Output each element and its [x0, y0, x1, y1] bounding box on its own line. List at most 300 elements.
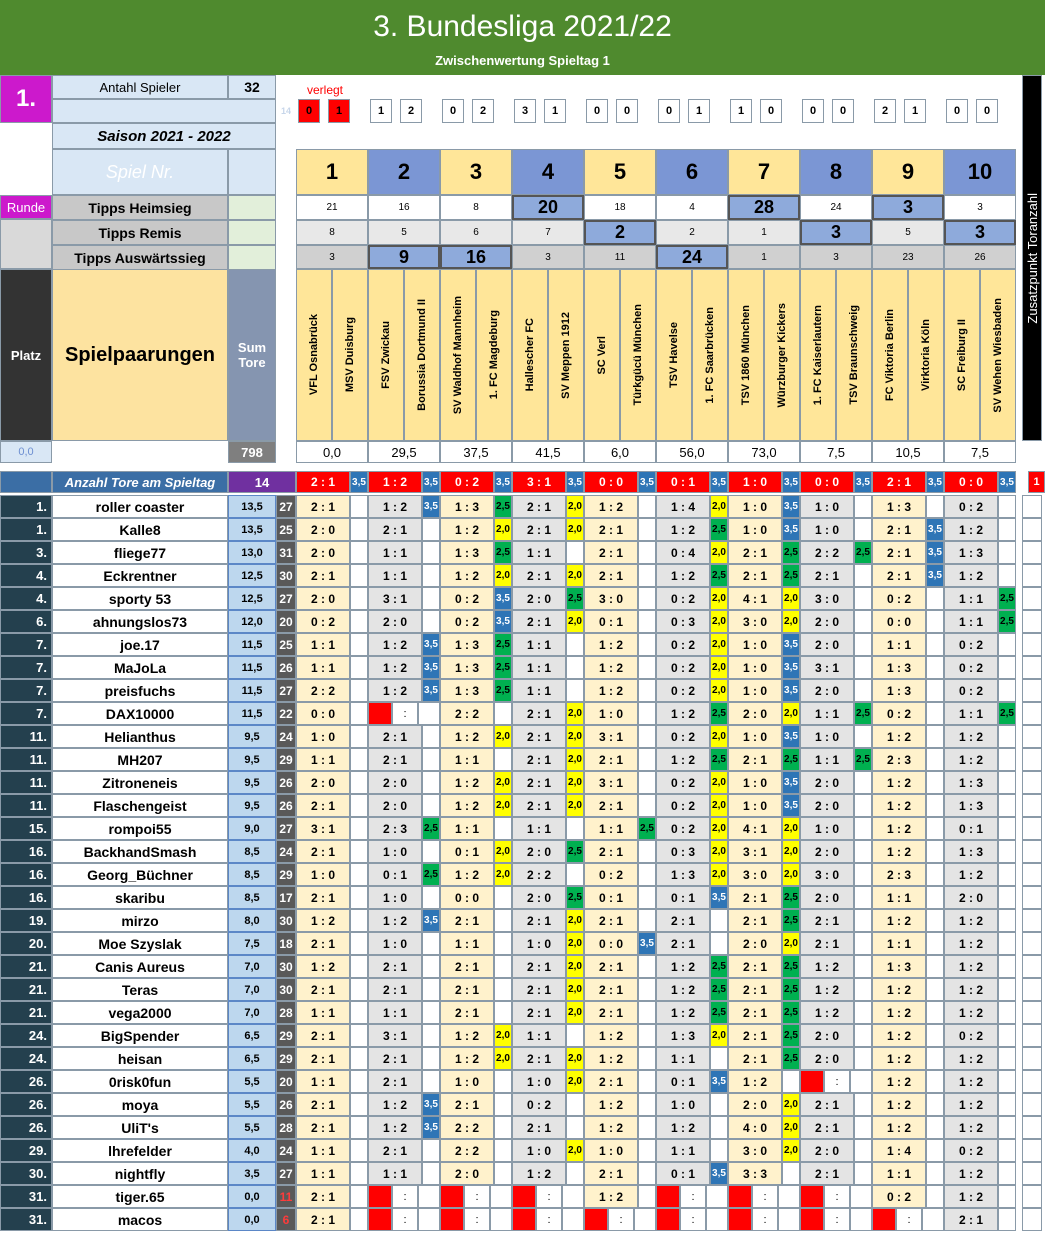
tipp-points: 2,5: [710, 955, 728, 978]
tipp-points: [854, 679, 872, 702]
tipp-points: 2,5: [782, 541, 800, 564]
tipp-score: 0 : 2: [656, 771, 710, 794]
tipp-points: [422, 886, 440, 909]
tipp-score: 0 : 2: [656, 679, 710, 702]
game-score-away: 1: [544, 99, 566, 123]
tipp-points: 2,5: [422, 863, 440, 886]
tipp-score: 2 : 1: [440, 1001, 494, 1024]
player-points: 13,0: [228, 541, 276, 564]
player-name: ahnungslos73: [52, 610, 228, 633]
tipp-score: 1 : 1: [800, 748, 854, 771]
tipp-score: 0 : 2: [656, 725, 710, 748]
player-points: 12,5: [228, 587, 276, 610]
tipp-points: [998, 633, 1016, 656]
game-number: 9: [872, 149, 944, 195]
tipp-empty: [418, 702, 440, 725]
tipp-score: 1 : 2: [440, 863, 494, 886]
home-team: [296, 269, 332, 441]
tipp-points: [638, 725, 656, 748]
tipp-score: 1 : 2: [944, 1162, 998, 1185]
blank-cell: [228, 245, 276, 270]
player-sum: 29: [276, 748, 296, 771]
tipp-score: 2 : 0: [728, 702, 782, 725]
player-points: 8,5: [228, 886, 276, 909]
tipp-points: 2,5: [494, 679, 512, 702]
away-team-text: Türkgücü München: [632, 304, 644, 406]
tipp-score: 3 : 0: [800, 863, 854, 886]
tipp-score: 1 : 2: [584, 1093, 638, 1116]
tipp-score: 1 : 2: [440, 794, 494, 817]
tipp-points: [998, 771, 1016, 794]
tipp-points: [854, 840, 872, 863]
tipp-points: [566, 656, 584, 679]
tipp-points: [854, 771, 872, 794]
player-points: 9,5: [228, 771, 276, 794]
tipp-score: 1 : 3: [944, 771, 998, 794]
tipp-score: 1 : 2: [800, 978, 854, 1001]
player-rank: 6.: [0, 610, 52, 633]
tipp-score: 2 : 1: [512, 748, 566, 771]
tipp-score: 0 : 2: [656, 633, 710, 656]
home-team-text: SC Verl: [596, 335, 608, 375]
player-points: 5,5: [228, 1116, 276, 1139]
tipp-points: [782, 1070, 800, 1093]
zusatz-cell: [1022, 1001, 1042, 1024]
tipp-empty: [512, 1185, 536, 1208]
tipps-heim: 20: [512, 195, 584, 220]
tipp-points: 3,5: [782, 679, 800, 702]
tipp-score: 2 : 0: [440, 1162, 494, 1185]
tipp-points: [566, 541, 584, 564]
tipp-score: 1 : 1: [512, 679, 566, 702]
game-number: 2: [368, 149, 440, 195]
tipp-score: 3 : 3: [728, 1162, 782, 1185]
tipp-points: 3,5: [422, 495, 440, 518]
tipp-empty: [490, 1208, 512, 1231]
zusatz-cell: [1022, 794, 1042, 817]
tipp-points: 2,0: [494, 518, 512, 541]
tipp-points: [638, 955, 656, 978]
anzahl-tore-label: Anzahl Tore am Spieltag: [52, 471, 228, 493]
player-points: 11,5: [228, 679, 276, 702]
tipps-heim: 21: [296, 195, 368, 220]
tipp-score: 0 : 1: [656, 1070, 710, 1093]
tipps-remis: 1: [728, 220, 800, 245]
tipp-points: [350, 932, 368, 955]
tipp-score: 1 : 3: [440, 495, 494, 518]
tipp-score: 1 : 2: [872, 909, 926, 932]
tipp-score: 1 : 1: [512, 633, 566, 656]
tipp-score: 2 : 1: [512, 610, 566, 633]
tipp-score: 2 : 1: [584, 541, 638, 564]
tipp-points: [566, 679, 584, 702]
tipp-score: 1 : 3: [440, 541, 494, 564]
tipp-points: [854, 955, 872, 978]
player-points: 4,0: [228, 1139, 276, 1162]
tipp-points: [854, 909, 872, 932]
home-team: [584, 269, 620, 441]
player-sum: 29: [276, 1047, 296, 1070]
tipp-points: [926, 1070, 944, 1093]
tipp-points: [998, 817, 1016, 840]
tipp-points: [710, 909, 728, 932]
tipp-score: 1 : 3: [872, 955, 926, 978]
tipp-points: [926, 725, 944, 748]
tipp-points: 3,5: [494, 610, 512, 633]
tipp-score: 2 : 1: [584, 978, 638, 1001]
tipp-colon: :: [536, 1185, 562, 1208]
player-sum: 27: [276, 817, 296, 840]
tipp-score: 1 : 1: [944, 610, 998, 633]
player-points: 11,5: [228, 633, 276, 656]
tipp-points: 3,5: [710, 886, 728, 909]
tipp-points: 2,5: [782, 564, 800, 587]
tipp-score: 4 : 0: [728, 1116, 782, 1139]
tipp-points: [638, 1001, 656, 1024]
tipp-score: 2 : 1: [872, 518, 926, 541]
player-rank: 11.: [0, 748, 52, 771]
home-team: [728, 269, 764, 441]
tipp-score: 1 : 0: [728, 725, 782, 748]
tipp-score: 2 : 1: [440, 955, 494, 978]
player-sum: 27: [276, 587, 296, 610]
page-subtitle: Zwischenwertung Spieltag 1: [435, 53, 610, 68]
tipp-score: 2 : 1: [656, 909, 710, 932]
player-points: 3,5: [228, 1162, 276, 1185]
tipp-points: [494, 955, 512, 978]
tipp-points: [422, 1024, 440, 1047]
tipp-score: 1 : 0: [800, 725, 854, 748]
tipp-points: [998, 909, 1016, 932]
zusatz-cell: [1022, 610, 1042, 633]
blank-cell: [228, 220, 276, 245]
tipp-empty: [634, 1208, 656, 1231]
player-rank: 21.: [0, 955, 52, 978]
tipp-points: [998, 518, 1016, 541]
tipp-score: 1 : 2: [800, 955, 854, 978]
tipp-score: 1 : 2: [368, 656, 422, 679]
zusatz-cell: [1022, 1139, 1042, 1162]
tipps-heim: 4: [656, 195, 728, 220]
away-team: [404, 269, 440, 441]
tipp-score: 2 : 1: [800, 564, 854, 587]
tipp-score: 2 : 1: [728, 748, 782, 771]
game-score-away: 1: [328, 99, 350, 123]
tipp-points: [350, 564, 368, 587]
tipp-score: 1 : 3: [944, 840, 998, 863]
tipp-points: 2,0: [710, 610, 728, 633]
tipp-points: [638, 587, 656, 610]
tipp-score: 0 : 0: [584, 932, 638, 955]
tipp-points: [422, 978, 440, 1001]
player-rank: 15.: [0, 817, 52, 840]
tipp-points: 2,0: [710, 656, 728, 679]
home-team: [440, 269, 476, 441]
player-name: vega2000: [52, 1001, 228, 1024]
tipp-points: [854, 1162, 872, 1185]
player-name: lhrefelder: [52, 1139, 228, 1162]
tipp-score: 1 : 2: [944, 978, 998, 1001]
tipp-points: [494, 1093, 512, 1116]
tipp-points: 2,5: [494, 633, 512, 656]
away-team: [620, 269, 656, 441]
tipp-points: [926, 1093, 944, 1116]
home-team-text: FSV Zwickau: [380, 321, 392, 389]
tipp-score: 1 : 1: [872, 932, 926, 955]
tipps-ausw: 3: [512, 245, 584, 269]
tipp-score: 1 : 1: [656, 1139, 710, 1162]
tipp-points: 3,5: [926, 564, 944, 587]
tipp-score: 2 : 1: [800, 1093, 854, 1116]
player-sum: 27: [276, 1162, 296, 1185]
player-name: MaJoLa: [52, 656, 228, 679]
tipp-score: 2 : 0: [800, 633, 854, 656]
tipp-points: [422, 1139, 440, 1162]
tipp-points: [422, 564, 440, 587]
tipp-points: [854, 978, 872, 1001]
tipp-score: 2 : 1: [584, 1001, 638, 1024]
tipp-points: [638, 1139, 656, 1162]
tipp-points: [494, 748, 512, 771]
tipp-points: [854, 610, 872, 633]
tipp-score: 0 : 4: [656, 541, 710, 564]
tipp-score: 2 : 2: [440, 1139, 494, 1162]
tipp-points: [494, 978, 512, 1001]
tipp-score: 1 : 2: [944, 1070, 998, 1093]
tipp-score: 2 : 0: [512, 886, 566, 909]
away-team-text: MSV Duisburg: [344, 317, 356, 393]
tipp-points: [350, 679, 368, 702]
tipp-points: [350, 1047, 368, 1070]
tipp-empty: [778, 1185, 800, 1208]
game-number: 6: [656, 149, 728, 195]
away-team-text: SV Meppen 1912: [560, 311, 572, 399]
player-rank: 21.: [0, 978, 52, 1001]
tipp-score: 1 : 2: [872, 1047, 926, 1070]
zusatz-cell: [1022, 1185, 1042, 1208]
tipp-score: 1 : 2: [296, 955, 350, 978]
player-name: Moe Szyslak: [52, 932, 228, 955]
tipp-score: 2 : 1: [728, 886, 782, 909]
tipp-points: [350, 909, 368, 932]
tipp-points: 3,5: [782, 725, 800, 748]
tipp-score: 2 : 0: [512, 587, 566, 610]
tipps-ausw: 3: [800, 245, 872, 269]
tipp-score: 2 : 1: [512, 1001, 566, 1024]
tipp-points: [926, 932, 944, 955]
tipp-points: [494, 1070, 512, 1093]
tipp-points: 2,0: [494, 564, 512, 587]
tipp-score: 2 : 0: [800, 1047, 854, 1070]
tipp-points: [350, 1070, 368, 1093]
tipp-score: 1 : 4: [656, 495, 710, 518]
tipps-ausw: 9: [368, 245, 440, 269]
tipp-colon: :: [464, 1185, 490, 1208]
tipp-score: 3 : 1: [368, 587, 422, 610]
tipp-points: 2,5: [998, 702, 1016, 725]
tipp-score: 1 : 2: [944, 725, 998, 748]
tipp-score: 1 : 1: [872, 886, 926, 909]
tipp-empty: [562, 1185, 584, 1208]
home-team: [512, 269, 548, 441]
result-extra: 3,5: [350, 471, 368, 493]
tipp-points: [638, 518, 656, 541]
tipp-score: 1 : 2: [728, 1070, 782, 1093]
tipp-score: 1 : 2: [512, 1162, 566, 1185]
tipp-score: 2 : 0: [800, 1024, 854, 1047]
tipp-score: 1 : 2: [584, 1024, 638, 1047]
player-points: 11,5: [228, 656, 276, 679]
player-name: Helianthus: [52, 725, 228, 748]
tipp-points: 3,5: [422, 656, 440, 679]
game-number: 1: [296, 149, 368, 195]
tipp-points: [998, 932, 1016, 955]
tipp-points: [494, 1001, 512, 1024]
tipp-points: 2,0: [782, 932, 800, 955]
game-result: 0 : 2: [440, 471, 494, 493]
tipp-score: 4 : 1: [728, 817, 782, 840]
player-points: 0,0: [228, 1208, 276, 1231]
tipp-points: [422, 748, 440, 771]
player-points: 9,5: [228, 725, 276, 748]
player-sum: 24: [276, 840, 296, 863]
tipp-score: 1 : 1: [512, 1024, 566, 1047]
tipp-points: [998, 679, 1016, 702]
tipp-points: [350, 794, 368, 817]
home-team: [800, 269, 836, 441]
tipp-score: 1 : 2: [872, 725, 926, 748]
tipp-score: 2 : 3: [368, 817, 422, 840]
player-rank: 7.: [0, 702, 52, 725]
tipp-score: 1 : 1: [368, 1162, 422, 1185]
tipp-points: [998, 1139, 1016, 1162]
tipp-points: [422, 955, 440, 978]
tipp-score: 2 : 1: [728, 1001, 782, 1024]
tipp-points: [926, 610, 944, 633]
tipps-remis: 8: [296, 220, 368, 245]
tipp-points: [854, 863, 872, 886]
player-rank: 19.: [0, 909, 52, 932]
tipp-score: 2 : 0: [800, 840, 854, 863]
player-rank: 16.: [0, 863, 52, 886]
game-number: 10: [944, 149, 1016, 195]
tipp-score: 2 : 1: [512, 702, 566, 725]
player-name: Georg_Büchner: [52, 863, 228, 886]
tipp-score: 1 : 1: [872, 633, 926, 656]
tipp-score: 1 : 0: [512, 1070, 566, 1093]
tipp-score: 0 : 3: [656, 840, 710, 863]
tipp-points: [854, 518, 872, 541]
tipp-score: 2 : 1: [512, 955, 566, 978]
tipp-points: [998, 725, 1016, 748]
tipp-points: 2,0: [782, 610, 800, 633]
away-team: [980, 269, 1016, 441]
game-number: 4: [512, 149, 584, 195]
player-sum: 30: [276, 909, 296, 932]
tipp-points: [638, 909, 656, 932]
tipps-remis: 6: [440, 220, 512, 245]
tipp-score: 3 : 0: [728, 1139, 782, 1162]
tipp-points: 2,0: [566, 725, 584, 748]
tipp-points: [350, 725, 368, 748]
tipp-score: 0 : 2: [656, 656, 710, 679]
tipp-score: 2 : 1: [584, 1070, 638, 1093]
player-points: 8,5: [228, 863, 276, 886]
tipp-points: [350, 633, 368, 656]
tipp-points: [998, 863, 1016, 886]
tipp-score: 1 : 2: [656, 564, 710, 587]
tipp-score: 2 : 1: [368, 1139, 422, 1162]
tipp-points: [350, 955, 368, 978]
tipp-score: 2 : 1: [512, 978, 566, 1001]
tipp-points: 2,0: [494, 840, 512, 863]
tipp-points: [422, 610, 440, 633]
tipp-points: [566, 863, 584, 886]
player-rank: 4.: [0, 564, 52, 587]
tipp-score: 2 : 1: [728, 955, 782, 978]
tipp-score: 2 : 1: [728, 909, 782, 932]
tipp-score: 2 : 1: [584, 748, 638, 771]
tipp-points: [566, 1093, 584, 1116]
player-name: rompoi55: [52, 817, 228, 840]
player-rank: 16.: [0, 886, 52, 909]
tipp-points: 3,5: [422, 1093, 440, 1116]
tipp-score: 1 : 1: [440, 748, 494, 771]
tipp-colon: :: [464, 1208, 490, 1231]
tipp-score: 2 : 0: [296, 587, 350, 610]
tipp-points: 2,0: [566, 564, 584, 587]
result-extra: 3,5: [854, 471, 872, 493]
player-sum: 22: [276, 702, 296, 725]
tipp-points: 2,0: [710, 771, 728, 794]
tipp-points: [350, 886, 368, 909]
tipp-score: 0 : 0: [440, 886, 494, 909]
tipp-score: 2 : 0: [368, 771, 422, 794]
tipp-points: 2,0: [782, 587, 800, 610]
tipp-score: 1 : 3: [440, 633, 494, 656]
tipp-score: 1 : 2: [440, 771, 494, 794]
tipp-score: 2 : 1: [800, 1162, 854, 1185]
player-points: 9,5: [228, 748, 276, 771]
tipp-points: [926, 656, 944, 679]
tipp-score: 1 : 2: [944, 1116, 998, 1139]
tipp-score: 0 : 2: [584, 863, 638, 886]
tipp-points: [926, 587, 944, 610]
tipp-points: 2,5: [566, 587, 584, 610]
tipps-heim: 24: [800, 195, 872, 220]
player-points: 12,5: [228, 564, 276, 587]
tipp-score: 2 : 1: [584, 955, 638, 978]
tipps-label: Tipps Auswärtssieg: [52, 245, 228, 270]
tipp-score: 2 : 1: [296, 932, 350, 955]
result-extra: 3,5: [566, 471, 584, 493]
tipp-score: 2 : 1: [296, 1185, 350, 1208]
tipp-points: 2,5: [854, 541, 872, 564]
game-score-home: 3: [514, 99, 536, 123]
player-name: sporty 53: [52, 587, 228, 610]
zusatz-cell: [1022, 863, 1042, 886]
player-name: UliT's: [52, 1116, 228, 1139]
tipp-score: 3 : 0: [800, 587, 854, 610]
tipp-score: 1 : 2: [944, 748, 998, 771]
tipp-score: 1 : 2: [368, 679, 422, 702]
tipp-score: 0 : 1: [656, 886, 710, 909]
tipp-score: 0 : 1: [584, 610, 638, 633]
tipp-points: [422, 840, 440, 863]
tipp-score: 2 : 1: [872, 541, 926, 564]
player-rank: 26.: [0, 1070, 52, 1093]
home-team-text: TSV 1860 München: [740, 304, 752, 406]
